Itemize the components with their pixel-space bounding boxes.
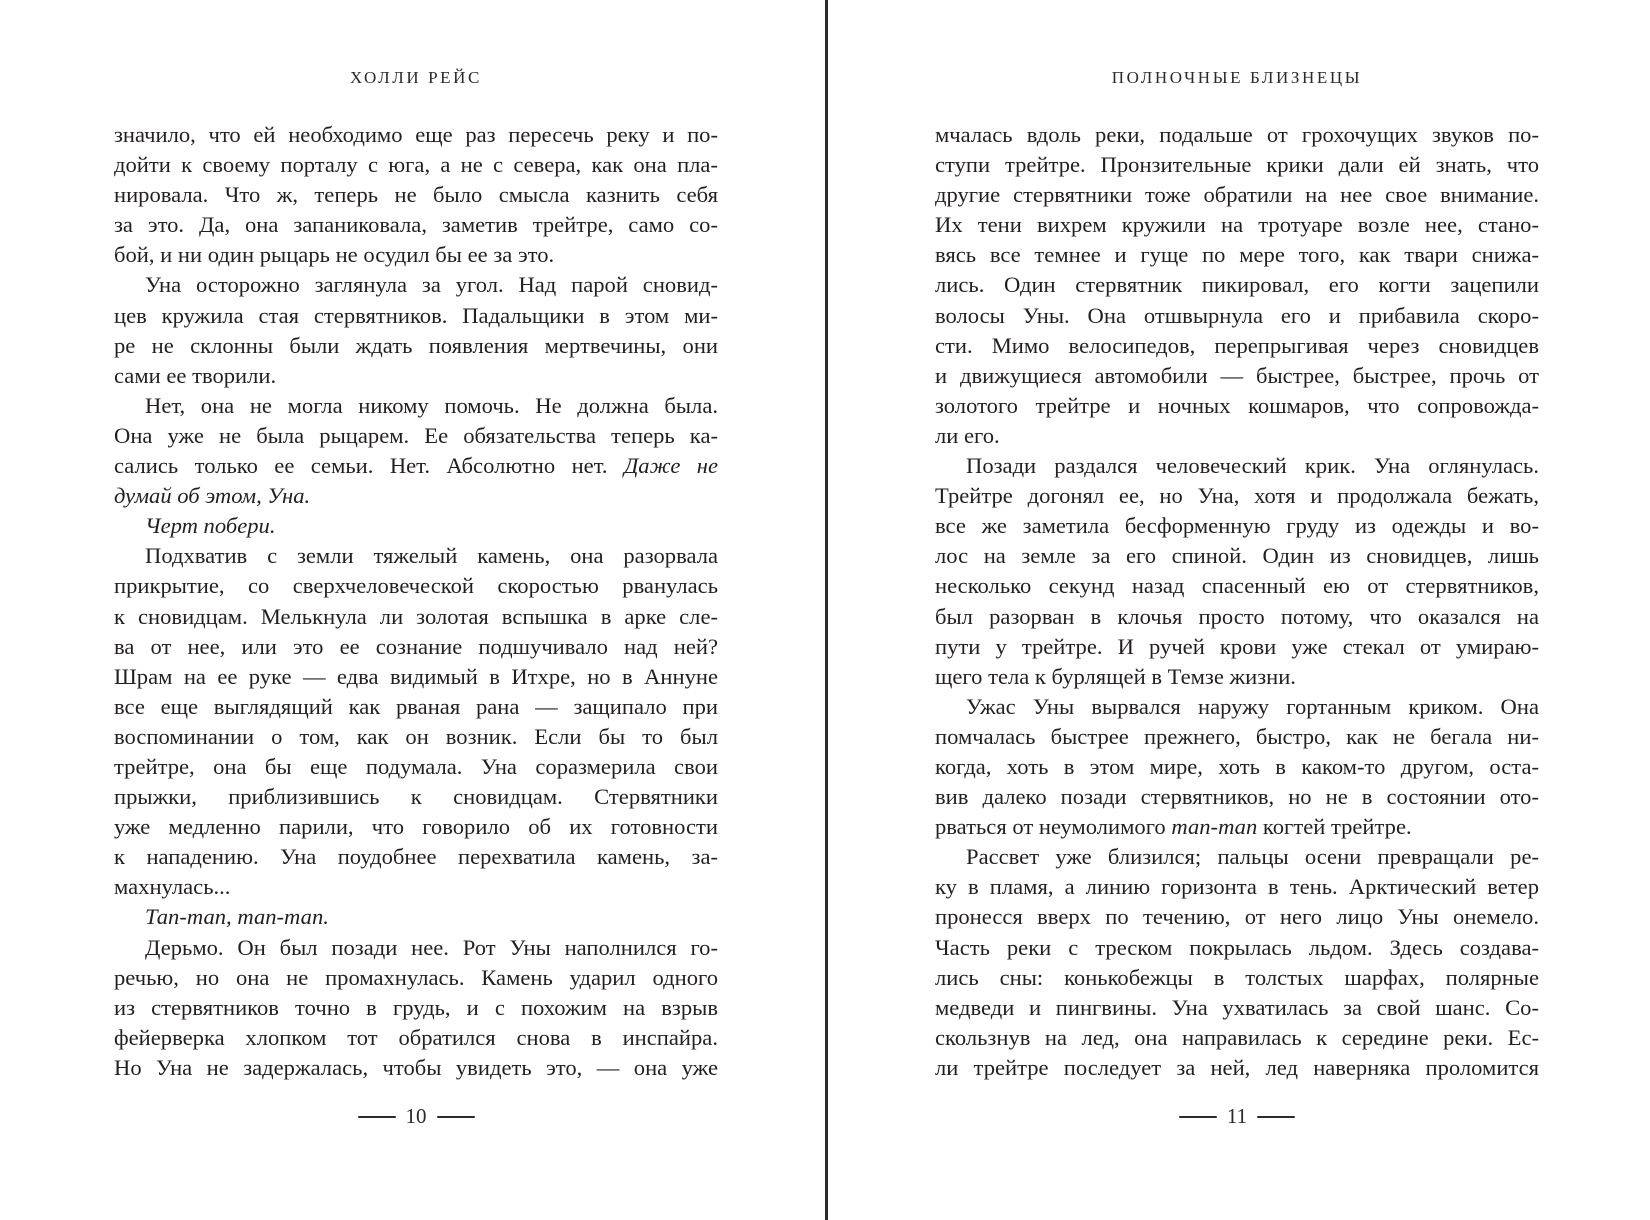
folio-rule-right bbox=[437, 1116, 475, 1118]
text-line: лись. Один стервятник пикировал, его когти зацепили bbox=[935, 272, 1539, 298]
text-line: махнулась... bbox=[114, 874, 231, 900]
text-line: ли его. bbox=[935, 422, 1000, 448]
text-line: все еще выглядящий как рваная рана — защипало при bbox=[114, 693, 718, 719]
text-line: и движущиеся автомобили — быстрее, быстрее, прочь от bbox=[935, 362, 1539, 388]
text-line: к сновидцам. Мелькнула ли золотая вспышка в арке сле- bbox=[114, 603, 718, 629]
italic-segment: думай об этом, Уна. bbox=[114, 483, 311, 509]
text-line: речью, но она не промахнулась. Камень ударил одного bbox=[114, 964, 718, 990]
text-line: Часть реки с треском покрылась льдом. Здесь создава- bbox=[935, 934, 1539, 960]
text-line: сами ее творили. bbox=[114, 362, 277, 388]
text-line: к нападению. Уна поудобнее перехватила камень, за- bbox=[114, 844, 718, 870]
italic-segment: Черт побери. bbox=[145, 513, 276, 539]
text-line bbox=[114, 902, 718, 932]
text-line: Нет, она не могла никому помочь. Не должна была. bbox=[145, 392, 718, 418]
text-line: Шрам на ее руке — едва видимый в Итхре, но в Аннуне bbox=[114, 663, 718, 689]
text-line: пути у трейтре. И ручей крови уже стекал от умираю- bbox=[935, 633, 1539, 659]
text-line: прикрытие, со сверхчеловеческой скоростью рванулась bbox=[114, 573, 718, 599]
text-line: трейтре, она бы еще подумала. Уна соразмерила свои bbox=[114, 753, 718, 779]
text-line: несколько секунд назад спасенный ею от стервятников, bbox=[935, 573, 1539, 599]
text-line: сти. Мимо велосипедов, перепрыгивая через сновидцев bbox=[935, 332, 1539, 358]
text-line: медведи и пингвины. Уна ухватилась за свой шанс. Со- bbox=[935, 994, 1539, 1020]
text-line: Она уже не была рыцарем. Ее обязательства теперь ка- bbox=[114, 422, 718, 448]
text-line: за это. Да, она запаниковала, заметив трейтре, само со- bbox=[114, 212, 718, 238]
page-number bbox=[114, 1104, 718, 1129]
text-line: Ужас Уны вырвался наружу гортанным криком. Она bbox=[966, 693, 1539, 719]
text-line: ва от нее, или это ее сознание подшучивало над ней? bbox=[114, 633, 718, 659]
text-line: цев кружила стая стервятников. Падальщики в этом ми- bbox=[114, 302, 718, 328]
text-line: Рассвет уже близился; пальцы осени превращали ре- bbox=[966, 844, 1539, 870]
text-line: воспоминании о том, как он возник. Если бы то был bbox=[114, 723, 718, 749]
text-line: все же заметила бесформенную груду из одежды и во- bbox=[935, 513, 1539, 539]
text-line: дойти к своему порталу с юга, а не с севера, как она пла- bbox=[114, 152, 718, 178]
text-line: помчалась быстрее прежнего, быстро, как не бегала ни- bbox=[935, 723, 1539, 749]
folio-rule-left bbox=[1179, 1116, 1217, 1118]
text-line: значило, что ей необходимо еще раз пересечь реку и по- bbox=[114, 122, 718, 147]
text-line: ступи трейтре. Пронзительные крики дали ей знать, что bbox=[935, 152, 1539, 178]
text-line: другие стервятники тоже обратили на нее свое внимание. bbox=[935, 182, 1539, 208]
text-line: уже медленно парили, что говорило об их готовности bbox=[114, 814, 718, 840]
text-segment: когтей трейтре. bbox=[1262, 814, 1412, 840]
text-line: когда, хоть в этом мире, хоть в каком-то другом, оста- bbox=[935, 753, 1539, 779]
text-line: вясь все темнее и гуще по мере того, как твари снижа- bbox=[935, 242, 1539, 268]
text-line: Уна осторожно заглянула за угол. Над парой сновид- bbox=[145, 272, 718, 298]
folio-rule-left bbox=[358, 1116, 396, 1118]
text-line bbox=[114, 451, 718, 481]
running-head-author: ХОЛЛИ РЕЙС bbox=[350, 68, 482, 87]
text-line: лос на земле за его спиной. Один из сновидцев, лишь bbox=[935, 543, 1539, 569]
text-line: мчалась вдоль реки, подальше от грохочущих звуков по- bbox=[935, 122, 1539, 147]
text-line: вив далеко позади стервятников, но не в состоянии ото- bbox=[935, 784, 1539, 810]
text-line: ли трейтре последует за ней, лед наверняка проломится bbox=[935, 1054, 1539, 1080]
text-line: золотого трейтре и ночных кошмаров, что сопровожда- bbox=[935, 392, 1539, 418]
text-line: щего тела к бурлящей в Темзе жизни. bbox=[935, 663, 1296, 689]
page-number-value: 10 bbox=[405, 1104, 427, 1128]
right-page bbox=[827, 0, 1650, 1220]
body-text bbox=[935, 120, 1539, 1083]
text-line: фейерверка хлопком тот обратился снова в инспайра. bbox=[114, 1024, 718, 1050]
text-line: Но Уна не задержалась, чтобы увидеть это, — она уже bbox=[114, 1054, 718, 1080]
text-line bbox=[114, 511, 718, 541]
page-number bbox=[935, 1104, 1539, 1129]
text-line: из стервятников точно в грудь, и с похожим на взрыв bbox=[114, 994, 718, 1020]
body-text bbox=[114, 120, 718, 1083]
folio-rule-right bbox=[1257, 1116, 1295, 1118]
text-line: Дерьмо. Он был позади нее. Рот Уны наполнился го- bbox=[145, 934, 718, 960]
italic-segment: тап-тап bbox=[1171, 814, 1258, 840]
text-line: прыжки, приблизившись к сновидцам. Стервятники bbox=[114, 784, 718, 810]
text-line: ку в пламя, а линию горизонта в тень. Арктический ветер bbox=[935, 874, 1539, 900]
text-line: волосы Уны. Она отшвырнула его и прибавила скоро- bbox=[935, 302, 1539, 328]
running-head-title: ПОЛНОЧНЫЕ БЛИЗНЕЦЫ bbox=[1111, 68, 1363, 87]
page-number-value: 11 bbox=[1226, 1104, 1248, 1128]
text-line: лись сны: конькобежцы в толстых шарфах, полярные bbox=[935, 964, 1539, 990]
text-line: был разорван в клочья просто потому, что оказался на bbox=[935, 603, 1539, 629]
text-line: Их тени вихрем кружили на тротуаре возле нее, стано- bbox=[935, 212, 1539, 238]
text-line: Подхватив с земли тяжелый камень, она разорвала bbox=[145, 543, 718, 569]
text-line: бой, и ни один рыцарь не осудил бы ее за это. bbox=[114, 242, 555, 268]
text-line bbox=[935, 812, 1539, 842]
text-line: пронесся вверх по течению, от него лицо Уны онемело. bbox=[935, 904, 1539, 930]
text-line: нировала. Что ж, теперь не было смысла казнить себя bbox=[114, 182, 718, 208]
text-line: ре не склонны были ждать появления мертвечины, они bbox=[114, 332, 718, 358]
text-line bbox=[114, 481, 718, 511]
text-segment: сались только ее семьи. Нет. Абсолютно нет. bbox=[114, 453, 608, 479]
italic-segment: Тап-тап, тап-тап. bbox=[145, 904, 329, 930]
text-line: скользнув на лед, она направилась к середине реки. Ес- bbox=[935, 1024, 1539, 1050]
italic-segment: Даже не bbox=[623, 453, 718, 479]
text-line: Трейтре догонял ее, но Уна, хотя и продолжала бежать, bbox=[935, 483, 1539, 509]
text-segment: рваться от неумолимого bbox=[935, 814, 1166, 840]
text-line: Позади раздался человеческий крик. Уна оглянулась. bbox=[966, 453, 1539, 479]
